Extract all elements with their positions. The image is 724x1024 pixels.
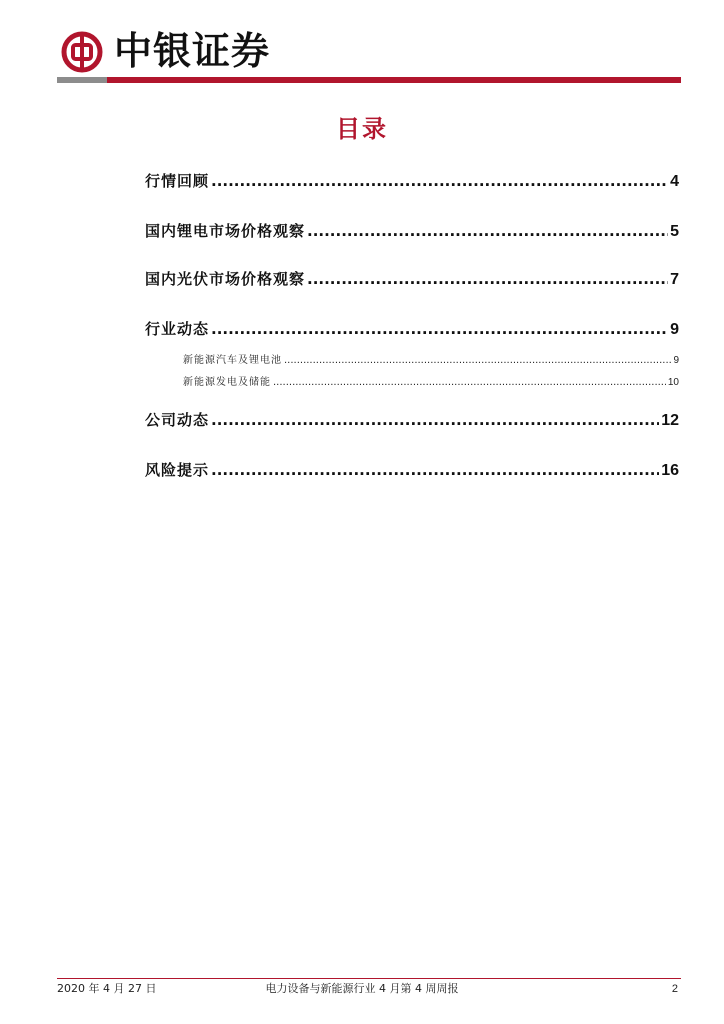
footer-rule [57, 978, 681, 979]
toc-entry-page: 10 [667, 377, 679, 388]
toc-subentry-renewable-generation-storage[interactable] [183, 375, 679, 391]
toc-entry-label: 国内锂电市场价格观察 [145, 222, 306, 240]
toc-entry-page: 9 [670, 321, 679, 338]
toc-entry-label: 国内光伏市场价格观察 [145, 270, 306, 288]
toc-dot-leader [211, 459, 659, 481]
toc-entry-page: 9 [673, 355, 679, 366]
footer-date: 2020 年 4 月 27 日 [57, 982, 157, 995]
toc-entry-page: 5 [670, 223, 679, 240]
toc-entry-page: 4 [670, 173, 679, 190]
toc-entry-page: 12 [661, 412, 679, 429]
page-header [0, 0, 724, 84]
toc-dot-leader [273, 375, 666, 391]
header-rule-red [107, 77, 681, 83]
toc-entry-label: 风险提示 [145, 461, 210, 479]
toc-dot-leader [211, 318, 668, 340]
toc-entry-photovoltaic-prices[interactable] [145, 268, 679, 290]
footer-page-number: 2 [671, 983, 678, 995]
toc-entry-label: 公司动态 [145, 411, 210, 429]
toc-subentry-nev-batteries[interactable] [183, 353, 679, 369]
bank-of-china-logo-icon [60, 30, 104, 74]
toc-entry-page: 16 [661, 462, 679, 479]
toc-entry-label: 新能源汽车及锂电池 [183, 355, 282, 366]
footer-report-title: 电力设备与新能源行业 4 月第 4 周周报 [265, 982, 459, 995]
toc-entry-risk-warning[interactable] [145, 459, 679, 481]
toc-entry-page: 7 [670, 271, 679, 288]
toc-title: 目录 [336, 115, 388, 143]
company-name: 中银证券 [114, 28, 271, 73]
toc-entry-label: 行情回顾 [145, 172, 210, 190]
toc-entry-industry-news[interactable] [145, 318, 679, 340]
toc-entry-company-news[interactable] [145, 409, 679, 431]
toc-dot-leader [211, 170, 668, 192]
toc-dot-leader [307, 220, 668, 242]
toc-dot-leader [284, 353, 671, 369]
toc-entry-lithium-battery-prices[interactable] [145, 220, 679, 242]
toc-entry-market-review[interactable] [145, 170, 679, 192]
header-rule-gray [57, 77, 107, 83]
toc-entry-label: 行业动态 [145, 320, 210, 338]
toc-entry-label: 新能源发电及储能 [183, 377, 271, 388]
toc-dot-leader [211, 409, 659, 431]
toc-dot-leader [307, 268, 668, 290]
